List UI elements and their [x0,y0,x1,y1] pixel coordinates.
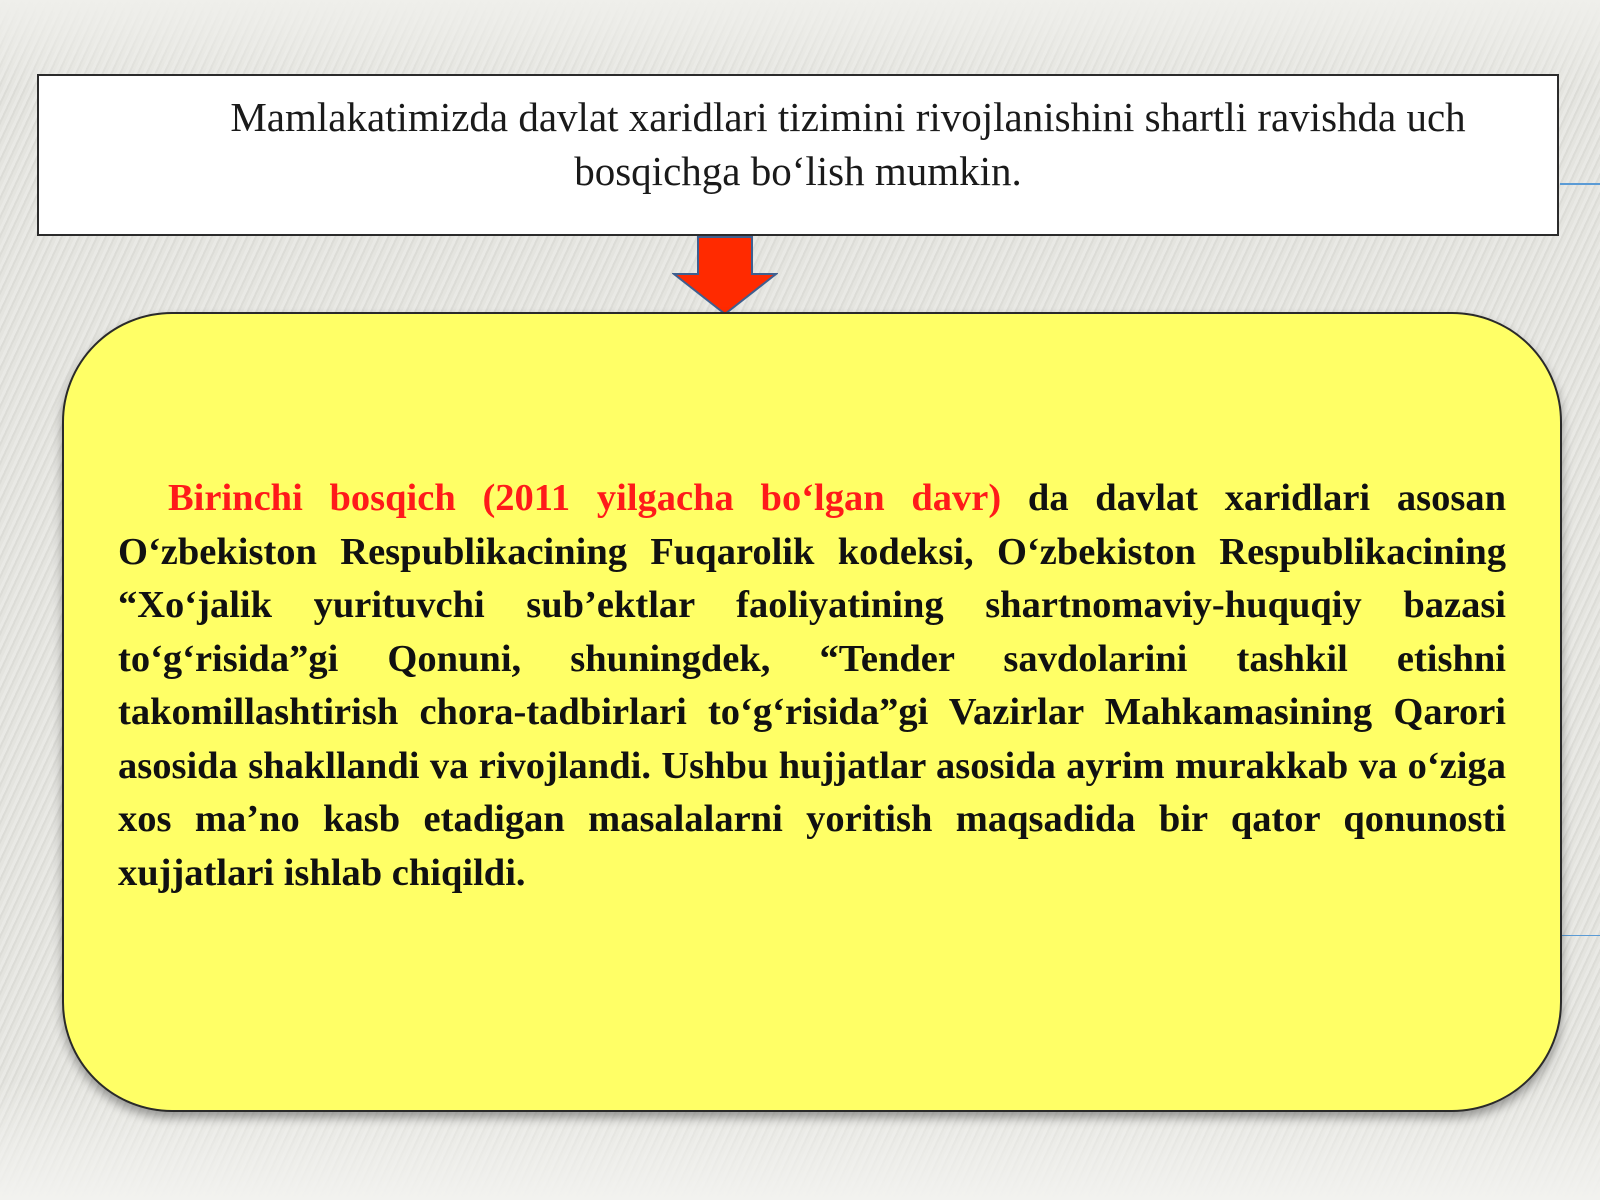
down-arrow-icon [672,236,778,316]
decorative-line-top-right [1560,183,1600,185]
stage-description: da davlat xaridlari asosan O‘zbekiston Respublikacining Fuqarolik kodeksi, O‘zbekiston Respublikacining “Xo‘jalik yurituvchi sub’ektlar faoliyatining shartnomaviy-huquqiy bazasi to‘g‘risida”gi Qonuni, shuningdek, “Tender savdolarini tashkil etishni takomillashtirish chora-tadbirlari to‘g‘risida”gi Vazirlar Mahkamasining Qarori asosida shakllandi va rivojlandi. Ushbu hujjatlar asosida ayrim murakkab va o‘ziga xos ma’no kasb etadigan masalalarni yoritish maqsadida bir qator qonunosti xujjatlari ishlab chiqildi. [118,477,1506,894]
decorative-line-bottom-right [1562,935,1600,936]
intro-box [37,74,1559,236]
stage-title: Birinchi bosqich (2011 yilgacha bo‘lgan davr) [168,477,1002,519]
stage-paragraph [118,472,1506,900]
intro-text: Mamlakatimizda davlat xaridlari tizimini rivojlanishini shartli ravishda uch bosqichga bo‘lish mumkin. [230,94,1466,194]
stage-panel [62,312,1562,1112]
